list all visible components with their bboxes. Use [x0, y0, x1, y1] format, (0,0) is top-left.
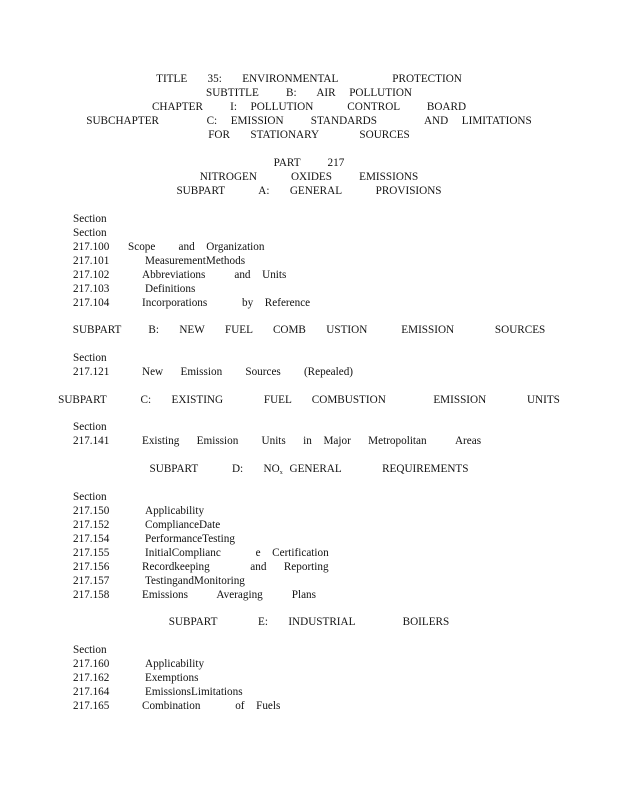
section-title: Abbreviations and Units [142, 269, 287, 281]
section-number: 217.102 [73, 269, 110, 281]
subpart-c-heading: SUBPART C: EXISTING FUEL COMBUSTION EMISSION UNITS [58, 394, 560, 406]
section-number: 217.101 [73, 255, 110, 267]
section-label: Section [73, 644, 107, 656]
section-number: 217.164 [73, 686, 110, 698]
section-label: Section [73, 421, 107, 433]
section-row [73, 434, 593, 448]
subpart-a-heading: SUBPART A: GENERAL PROVISIONS [176, 185, 442, 197]
section-label: Section [73, 491, 107, 503]
section-title: EmissionsLimitations [145, 686, 243, 698]
subpart-b-section-list [73, 351, 593, 379]
section-number: 217.150 [73, 505, 110, 517]
section-title: MeasurementMethods [145, 255, 246, 267]
subchapter-line-continued: FOR STATIONARY SOURCES [208, 129, 410, 141]
section-title: TestingandMonitoring [145, 575, 245, 587]
section-row [73, 699, 593, 713]
section-title: Combination of Fuels [142, 700, 281, 712]
section-row [73, 657, 593, 671]
section-number: 217.155 [73, 547, 110, 559]
section-label: Section [73, 227, 107, 239]
subpart-a-section-list [73, 212, 593, 310]
section-number: 217.103 [73, 283, 110, 295]
section-number: 217.157 [73, 575, 110, 587]
section-number: 217.158 [73, 589, 110, 601]
subpart-b-heading: SUBPART B: NEW FUEL COMB USTION EMISSION SOURCES [72, 324, 546, 336]
section-number: 217.100 [73, 241, 110, 253]
section-label: Section [73, 352, 107, 364]
part-title: NITROGEN OXIDES EMISSIONS [199, 171, 419, 183]
section-title: Scope and Organization [128, 241, 265, 253]
section-title: Applicability [145, 658, 205, 670]
section-title: New Emission Sources (Repealed) [142, 366, 354, 378]
section-title: Applicability [145, 505, 205, 517]
section-row [73, 560, 593, 574]
section-title: Exemptions [145, 672, 199, 684]
section-number: 217.104 [73, 297, 110, 309]
section-row [73, 296, 593, 310]
subpart-d-heading-suffix: GENERAL REQUIREMENTS [282, 463, 469, 475]
section-row [73, 254, 593, 268]
section-row [73, 240, 593, 254]
subpart-d-heading-prefix: SUBPART D: NO [149, 463, 280, 475]
section-row [73, 268, 593, 282]
section-number: 217.162 [73, 672, 110, 684]
subpart-d-heading [0, 462, 618, 478]
section-number: 217.152 [73, 519, 110, 531]
section-number: 217.121 [73, 366, 110, 378]
section-label: Section [73, 213, 107, 225]
section-row [73, 365, 593, 379]
document-header [0, 72, 618, 198]
section-row [73, 546, 593, 560]
chapter-line: CHAPTER I: POLLUTION CONTROL BOARD [151, 101, 467, 113]
section-row [73, 588, 593, 602]
section-row [73, 574, 593, 588]
subpart-d-section-list [73, 490, 593, 602]
subpart-c-section-list [73, 420, 593, 448]
subtitle-line: SUBTITLE B: AIR POLLUTION [206, 87, 412, 99]
section-title: PerformanceTesting [145, 533, 235, 545]
section-row [73, 671, 593, 685]
section-row [73, 532, 593, 546]
section-title: Existing Emission Units in Major Metropolitan Areas [142, 435, 482, 447]
section-title: Recordkeeping and Reporting [142, 561, 329, 573]
section-title: Definitions [145, 283, 196, 295]
section-number: 217.165 [73, 700, 110, 712]
title-line: TITLE 35: ENVIRONMENTAL PROTECTION [156, 73, 462, 85]
subpart-e-heading: SUBPART E: INDUSTRIAL BOILERS [168, 616, 450, 628]
part-number: PART 217 [273, 157, 345, 169]
section-row [73, 504, 593, 518]
subpart-e-section-list [73, 643, 593, 713]
subpart-d-heading-subscript: x [279, 470, 283, 476]
section-number: 217.156 [73, 561, 110, 573]
section-row [73, 518, 593, 532]
section-title: Emissions Averaging Plans [142, 589, 316, 601]
section-number: 217.154 [73, 533, 110, 545]
section-title: InitialComplianc e Certification [145, 547, 329, 559]
subchapter-line: SUBCHAPTER C: EMISSION STANDARDS AND LIMITATIONS [86, 115, 532, 127]
section-title: Incorporations by Reference [142, 297, 311, 309]
section-row [73, 685, 593, 699]
section-row [73, 282, 593, 296]
section-number: 217.160 [73, 658, 110, 670]
section-number: 217.141 [73, 435, 110, 447]
section-title: ComplianceDate [145, 519, 221, 531]
